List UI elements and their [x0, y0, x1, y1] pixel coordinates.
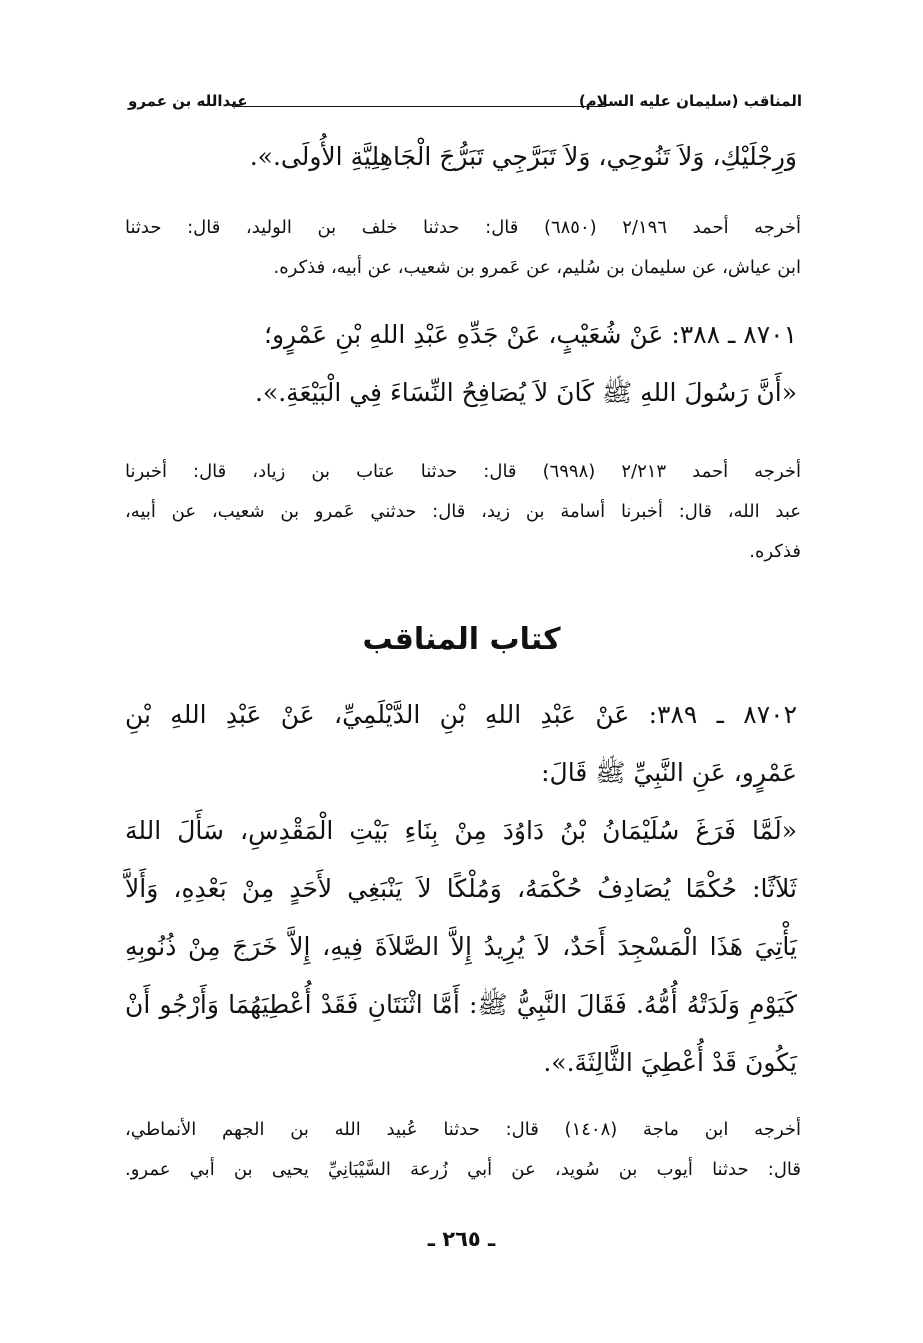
chapter-title: كتاب المناقب — [362, 622, 561, 657]
takhrij-8700 — [125, 208, 801, 288]
header-musnad-name: عبدالله بن عمرو — [128, 92, 248, 110]
takhrij-line: أخرجه أحمد ٢/٢١٣ (٦٩٩٨) قال: حدثنا عتاب بن زياد، قال: أخبرنا — [125, 461, 801, 482]
takhrij-8702 — [125, 1110, 801, 1190]
header-rule — [232, 106, 606, 107]
takhrij-line: قال: حدثنا أيوب بن سُويد، عن أبي زُرعة السَّيْبَانِيِّ يحيى بن أبي عمرو. — [125, 1159, 801, 1180]
hadith-isnad-line: عَمْرٍو، عَنِ النَّبِيِّ ﷺ قَالَ: — [541, 758, 797, 787]
hadith-8701 — [125, 306, 797, 422]
takhrij-line: فذكره. — [749, 541, 801, 562]
hadith-continuation — [125, 128, 797, 186]
takhrij-8701 — [125, 452, 801, 572]
takhrij-line: عبد الله، قال: أخبرنا أسامة بن زيد، قال: حدثني عَمرو بن شعيب، عن أبيه، — [125, 501, 801, 522]
running-header — [128, 90, 802, 116]
takhrij-line: أخرجه ابن ماجة (١٤٠٨) قال: حدثنا عُبيد الله بن الجهم الأنماطي، — [125, 1119, 802, 1140]
takhrij-line: ابن عياش، عن سليمان بن سُليم، عن عَمرو بن شعيب، عن أبيه، فذكره. — [273, 257, 801, 278]
hadith-8702 — [125, 686, 797, 1092]
hadith-line: وَرِجْلَيْكِ، وَلاَ تَنُوحِي، وَلاَ تَبَرَّجِي تَبَرُّجَ الْجَاهِلِيَّةِ الأُولَى.». — [249, 142, 797, 171]
hadith-matn-line: «لَمَّا فَرَغَ سُلَيْمَانُ بْنُ دَاوُدَ مِنْ بِنَاءِ بَيْتِ الْمَقْدِسِ، سَأَلَ اللهَ — [125, 816, 797, 845]
page-number: ـ ٢٦٥ ـ — [427, 1227, 496, 1251]
header-section-title: المناقب (سليمان عليه السلام) — [578, 92, 802, 110]
hadith-matn-line: «أَنَّ رَسُولَ اللهِ ﷺ كَانَ لاَ يُصَافِحُ النِّسَاءَ فِي الْبَيْعَةِ.». — [254, 378, 797, 407]
hadith-matn-line: كَيَوْمِ وَلَدَتْهُ أُمُّهُ. فَقَالَ النَّبِيُّ ﷺ: أَمَّا اثْنَتَانِ فَقَدْ أُعْطِيَهُمَا وَأَرْجُو أَنْ — [125, 990, 797, 1019]
hadith-isnad-line: ٨٧٠٢ ـ ٣٨٩: عَنْ عَبْدِ اللهِ بْنِ الدَّيْلَمِيِّ، عَنْ عَبْدِ اللهِ بْنِ — [125, 700, 798, 729]
hadith-matn-line: يَكُونَ قَدْ أُعْطِيَ الثَّالِثَةَ.». — [543, 1048, 797, 1077]
takhrij-line: أخرجه أحمد ٢/١٩٦ (٦٨٥٠) قال: حدثنا خلف بن الوليد، قال: حدثنا — [125, 217, 801, 238]
hadith-matn-line: يَأْتِيَ هَذَا الْمَسْجِدَ أَحَدٌ، لاَ يُرِيدُ إِلاَّ الصَّلاَةَ فِيهِ، إِلاَّ خَرَجَ مِنْ ذُنُوبِهِ — [125, 932, 797, 961]
hadith-isnad-line: ٨٧٠١ ـ ٣٨٨: عَنْ شُعَيْبٍ، عَنْ جَدِّهِ عَبْدِ اللهِ بْنِ عَمْرٍو؛ — [264, 320, 797, 349]
hadith-matn-line: ثَلاَثًا: حُكْمًا يُصَادِفُ حُكْمَهُ، وَمُلْكًا لاَ يَنْبَغِي لأَحَدٍ مِنْ بَعْدِهِ، وَأَلاَّ — [125, 874, 797, 903]
